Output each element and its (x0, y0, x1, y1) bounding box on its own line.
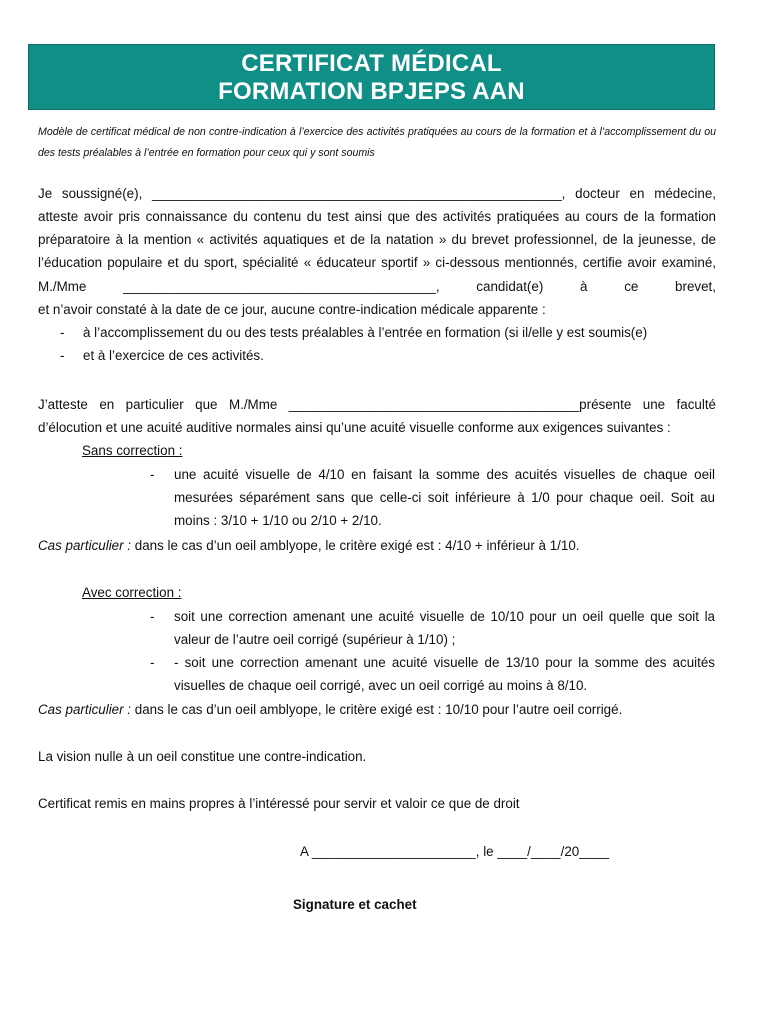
para1-line1: Je soussigné(e), _______________________________________________________, docteur en médecine, (38, 186, 716, 201)
intro-text: Modèle de certificat médical de non contre-indication à l’exercice des activités pratiquées au cours de la formation et à l’accomplissement du ou des tests préalables à l’entrée en formation pour ceux qui y sont soumis (38, 126, 716, 159)
dash-bullet: - (150, 467, 155, 482)
para1-last: et n’avoir constaté à la date de ce jour, aucune contre-indication médicale apparente : (38, 302, 546, 317)
cas-particulier-label: Cas particulier : (38, 538, 132, 553)
title-banner (28, 44, 715, 110)
title-line-2: FORMATION BPJEPS AAN (218, 78, 525, 105)
dash-bullet: - (60, 325, 65, 340)
para1-body: atteste avoir pris connaissance du contenu du test ainsi que des activités pratiquées au cours de la formation préparatoire à la mention « activités aquatiques et de la natation » du brevet professionnel, de la jeunesse, de l’éducation populaire et du sport, spécialité « éducateur sportif » ci-dessous mentionnés, certifie avoir examiné, M./Mme __________________________________________, candidat(e) à ce brevet, (38, 209, 716, 294)
dash-bullet: - (150, 655, 155, 670)
sans-correction-heading (82, 439, 182, 462)
sans-correction-heading-text: Sans correction : (82, 443, 183, 458)
para2-line2: d’élocution et une acuité auditive normales ainsi qu’une acuité visuelle conforme aux exigences suivantes : (38, 420, 671, 435)
certificat-remis: Certificat remis en mains propres à l’intéressé pour servir et valoir ce que de droit (38, 796, 520, 811)
para2-line1: J’atteste en particulier que M./Mme _______________________________________présente une faculté (38, 397, 716, 412)
cas-particulier-text: dans le cas d’un oeil amblyope, le critère exigé est : 4/10 + inférieur à 1/10. (131, 538, 580, 553)
dash-bullet: - (150, 609, 155, 624)
avec-cas-particulier (38, 698, 716, 721)
sans-cas-particulier (38, 534, 716, 557)
avec-item-1-text: soit une correction amenant une acuité visuelle de 10/10 pour un oeil quelle que soit la valeur de l’autre oeil corrigé (supérieur à 1/10) ; (174, 609, 715, 648)
cas-particulier-text: dans le cas d’un oeil amblyope, le critère exigé est : 10/10 pour l’autre oeil corrigé. (131, 702, 623, 717)
place-date-line: A ______________________, le ____/____/20____ (300, 844, 610, 859)
dash-bullet: - (60, 348, 65, 363)
sans-item-text: une acuité visuelle de 4/10 en faisant la somme des acuités visuelles de chaque oeil mesurées séparément sans que celle-ci soit inférieure à 1/0 pour chaque oeil. Soit au moins : 3/10 + 1/10 ou 2/10 + 2/10. (174, 467, 715, 529)
title-line-1: CERTIFICAT MÉDICAL (241, 50, 502, 77)
avec-correction-heading-text: Avec correction : (82, 585, 182, 600)
list1-item-1-text: à l’accomplissement du ou des tests préalables à l’entrée en formation (si il/elle y est soumis(e) (83, 325, 648, 340)
vision-nulle: La vision nulle à un oeil constitue une contre-indication. (38, 749, 367, 764)
avec-correction-heading (82, 581, 181, 604)
cas-particulier-label: Cas particulier : (38, 702, 132, 717)
signature-label: Signature et cachet (293, 897, 417, 912)
avec-item-2-text: - soit une correction amenant une acuité visuelle de 13/10 pour la somme des acuités visuelles de chaque oeil corrigé, avec un oeil corrigé au moins à 8/10. (174, 655, 715, 694)
list1-item-2-text: et à l’exercice de ces activités. (83, 348, 264, 363)
